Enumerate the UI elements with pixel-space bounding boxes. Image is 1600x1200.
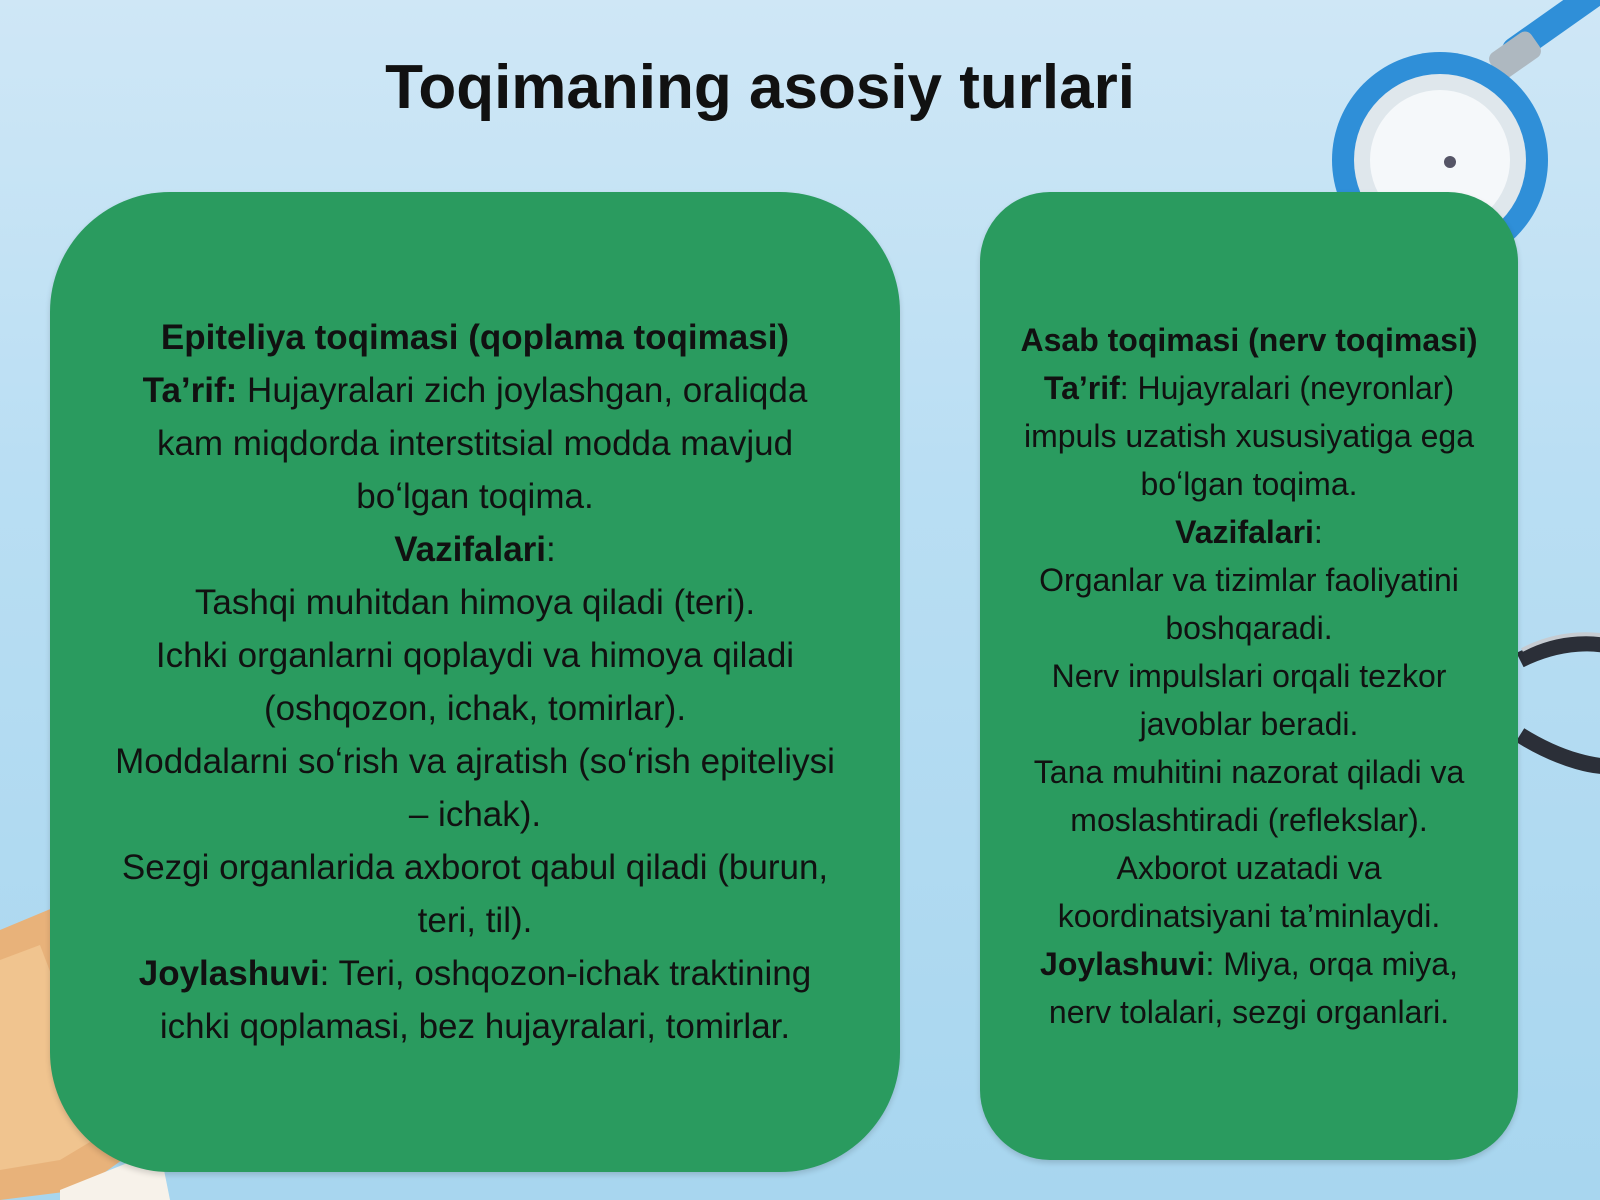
functions-heading xyxy=(1175,508,1323,556)
function-item: Ichki organlarni qoplaydi va himoya qiladi (oshqozon, ichak, tomirlar). xyxy=(155,636,795,728)
card-heading xyxy=(1021,316,1478,364)
card-heading xyxy=(161,311,789,364)
nervous-tissue-card xyxy=(980,192,1518,1160)
definition xyxy=(110,364,840,523)
location-text: : Miya, orqa miya, nerv tolalari, sezgi organlari. xyxy=(1048,946,1458,1030)
function-item: Tana muhitini nazorat qiladi va moslashtiradi (reflekslar). xyxy=(1033,754,1465,838)
functions-colon: : xyxy=(546,530,556,569)
location xyxy=(110,947,840,1053)
function-item: Sezgi organlarida axborot qabul qiladi (burun, teri, til). xyxy=(121,848,829,940)
functions-colon: : xyxy=(1313,514,1323,550)
card-heading-text: Epiteliya toqimasi (qoplama toqimasi) xyxy=(160,318,790,357)
card-heading-text: Asab toqimasi (nerv toqimasi) xyxy=(1020,322,1478,358)
function-item: Axborot uzatadi va koordinatsiyani ta’minlaydi. xyxy=(1057,850,1441,934)
location-text: : Teri, oshqozon-ichak traktining ichki qoplamasi, bez hujayralari, tomirlar. xyxy=(159,954,812,1046)
location-label: Joylashuvi xyxy=(1040,946,1206,982)
epithelial-tissue-card xyxy=(50,192,900,1172)
function-item: Nerv impulslari orqali tezkor javoblar beradi. xyxy=(1051,658,1447,742)
definition-label: Ta’rif xyxy=(1043,370,1120,406)
location-label: Joylashuvi xyxy=(138,954,320,993)
definition xyxy=(1010,364,1488,508)
definition-text: : Hujayralari (neyronlar) impuls uzatish xususiyatiga ega boʻlgan toqima. xyxy=(1023,370,1474,502)
location xyxy=(1010,940,1488,1036)
functions-label: Vazifalari xyxy=(394,530,547,569)
slide-title: Toqimaning asosiy turlari xyxy=(385,53,1135,122)
function-item: Tashqi muhitdan himoya qiladi (teri). xyxy=(194,583,756,622)
function-item: Organlar va tizimlar faoliyatini boshqaradi. xyxy=(1039,562,1459,646)
functions-heading xyxy=(394,523,556,576)
definition-text: Hujayralari zich joylashgan, oraliqda kam miqdorda interstitsial modda mavjud boʻlgan toqima. xyxy=(156,371,808,516)
function-item: Moddalarni soʻrish va ajratish (soʻrish epiteliysi – ichak). xyxy=(115,742,835,834)
definition-label: Ta’rif: xyxy=(142,371,238,410)
functions-label: Vazifalari xyxy=(1175,514,1314,550)
